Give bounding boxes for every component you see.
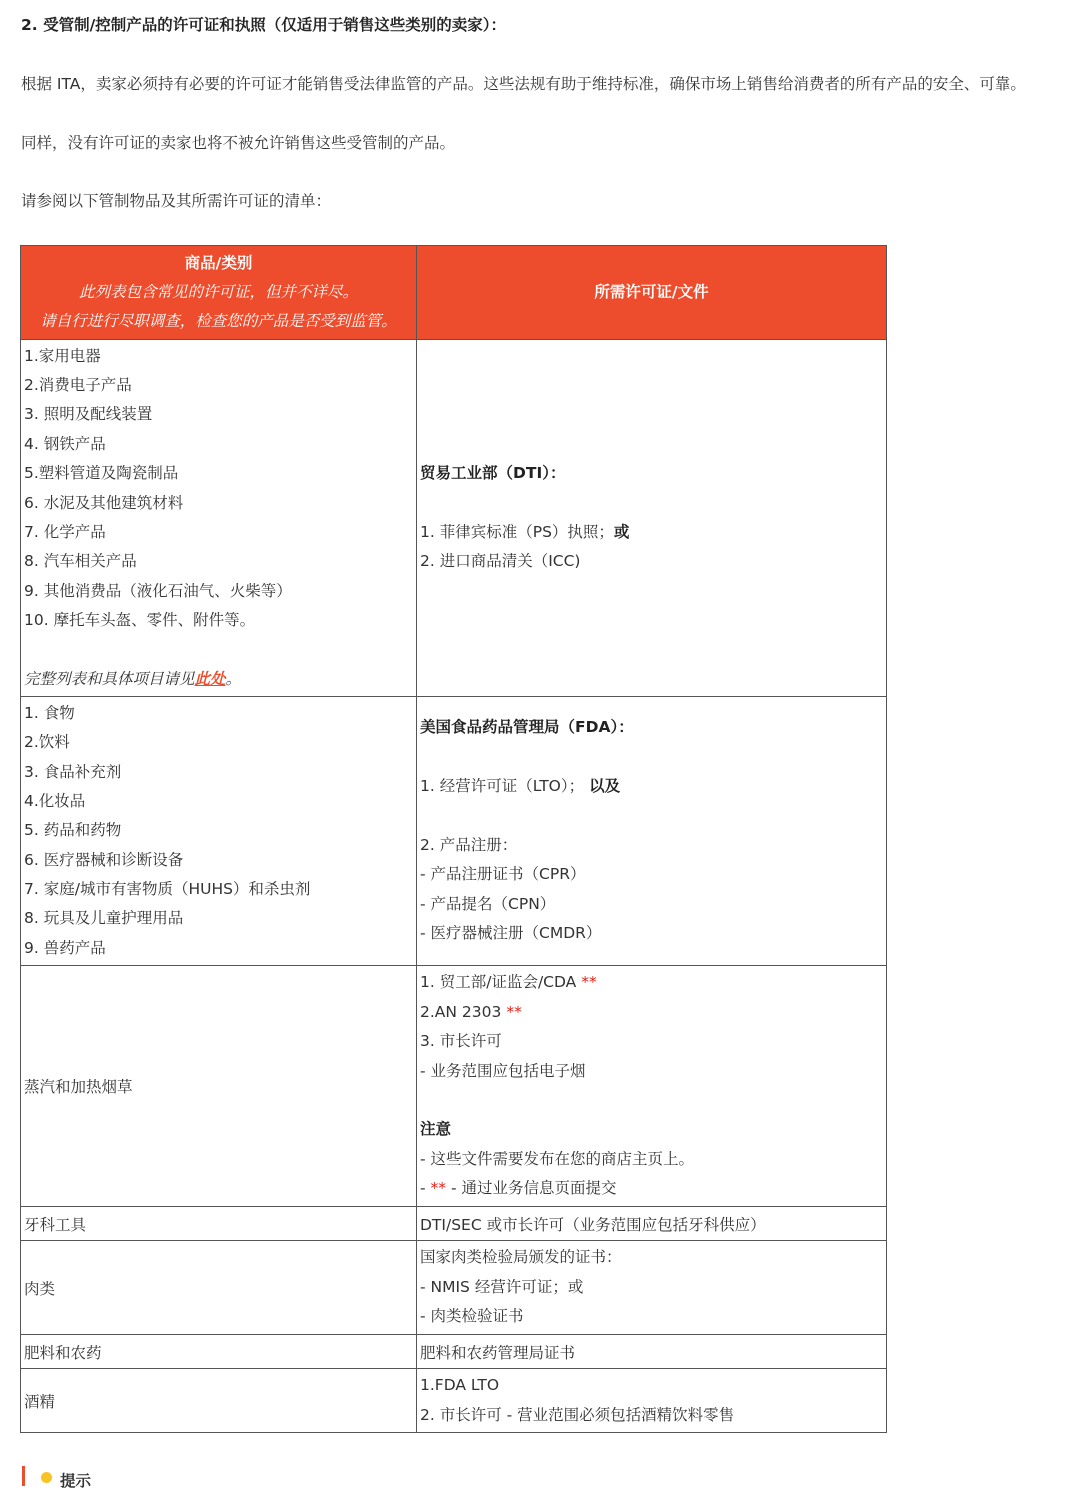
requirement: 1.FDA LTO <box>420 1376 500 1395</box>
list-item: 6. 水泥及其他建筑材料 <box>24 493 184 512</box>
list-item: 1.家用电器 <box>24 346 101 365</box>
requirement: 3. 市长许可 <box>420 1032 502 1051</box>
row3-license-cell <box>417 966 887 1207</box>
list-item: 4.化妆品 <box>24 791 86 810</box>
double-asterisk: ** <box>430 1179 447 1198</box>
table-row <box>21 1335 887 1369</box>
list-item: 2.饮料 <box>24 733 70 752</box>
header-license: 所需许可证/文件 <box>417 246 887 340</box>
section-heading: 2. 受管制/控制产品的许可证和执照（仅适用于销售这些类别的卖家）： <box>21 16 506 34</box>
row2-category-cell <box>21 697 417 966</box>
requirement-text: 1. 菲律宾标准（PS）执照； <box>420 523 614 541</box>
list-item: 10. 摩托车头盔、零件、附件等。 <box>24 611 256 630</box>
row4-license-cell: DTI/SEC 或市长许可（业务范围应包括牙科供应） <box>417 1207 887 1241</box>
lightbulb-icon <box>41 1472 52 1483</box>
header-category-title: 商品/类别 <box>184 254 253 272</box>
requirement: 2. 进口商品清关（ICC) <box>420 552 581 571</box>
row1-license-cell <box>417 340 887 697</box>
table-row <box>21 1241 887 1335</box>
list-item: 3. 食品补充剂 <box>24 762 122 781</box>
see-more-line <box>24 665 413 694</box>
see-more-suffix: 。 <box>225 669 242 688</box>
requirement: - 肉类检验证书 <box>420 1307 524 1326</box>
requirement <box>420 772 883 801</box>
row5-category-cell: 肉类 <box>21 1241 417 1335</box>
double-asterisk: ** <box>506 1002 522 1021</box>
license-table <box>20 245 887 1433</box>
row4-category-cell: 牙科工具 <box>21 1207 417 1241</box>
see-more-prefix: 完整列表和具体项目请见 <box>24 669 195 688</box>
requirement-bold: 或 <box>613 523 630 541</box>
requirement: - 医疗器械注册（CMDR） <box>420 924 602 943</box>
row1-category-cell <box>21 340 417 697</box>
list-item: 8. 玩具及儿童护理用品 <box>24 909 184 928</box>
note-text: - 通过业务信息页面提交 <box>450 1179 617 1198</box>
paragraph-see-list: 请参阅以下管制物品及其所需许可证的清单： <box>21 192 332 210</box>
requirement: - 产品提名（CPN） <box>420 894 556 913</box>
table-row <box>21 697 887 966</box>
paragraph-no-license: 同样，没有许可证的卖家也将不被允许销售这些受管制的产品。 <box>21 134 456 152</box>
paragraph-ita: 根据 ITA，卖家必须持有必要的许可证才能销售受法律监管的产品。这些法规有助于维持标准，确保市场上销售给消费者的所有产品的安全、可靠。 <box>21 75 1026 93</box>
requirement: - 产品注册证书（CPR） <box>420 865 586 884</box>
table-row <box>21 966 887 1207</box>
list-item: 5.塑料管道及陶瓷制品 <box>24 464 179 483</box>
row3-category-cell: 蒸汽和加热烟草 <box>21 966 417 1207</box>
requirement-text: 2.AN 2303 <box>420 1002 502 1021</box>
requirement: 2. 市长许可 - 营业范围必须包括酒精饮料零售 <box>420 1405 735 1424</box>
table-row <box>21 1207 887 1241</box>
row2-license-cell <box>417 697 887 966</box>
agency-fda: 美国食品药品管理局（FDA）： <box>420 718 634 737</box>
note-prefix: - <box>420 1179 426 1198</box>
note-label: 注意 <box>420 1120 452 1139</box>
tip-accent-bar <box>22 1466 25 1486</box>
row5-license-cell <box>417 1241 887 1335</box>
row7-license-cell <box>417 1369 887 1433</box>
header-category <box>21 246 417 340</box>
header-category-note-2: 请自行进行尽职调查，检查您的产品是否受到监管。 <box>40 312 397 330</box>
row6-license-cell: 肥料和农药管理局证书 <box>417 1335 887 1369</box>
list-item: 9. 其他消费品（液化石油气、火柴等） <box>24 581 292 600</box>
agency-dti: 贸易工业部（DTI）： <box>420 464 566 483</box>
list-item: 5. 药品和药物 <box>24 821 122 840</box>
list-item: 1. 食物 <box>24 703 75 722</box>
list-item: 8. 汽车相关产品 <box>24 552 137 571</box>
requirement: 国家肉类检验局颁发的证书： <box>420 1248 622 1267</box>
requirement: 2. 产品注册： <box>420 836 518 854</box>
table-row <box>21 1369 887 1433</box>
requirement <box>420 998 883 1027</box>
row6-category-cell: 肥料和农药 <box>21 1335 417 1369</box>
table-row <box>21 340 887 697</box>
requirement <box>420 968 883 997</box>
list-item: 9. 兽药产品 <box>24 938 106 957</box>
double-asterisk: ** <box>581 973 597 992</box>
header-category-note-1: 此列表包含常见的许可证，但并不详尽。 <box>78 283 358 301</box>
tip-box <box>22 1466 92 1490</box>
note-item: - 这些文件需要发布在您的商店主页上。 <box>420 1149 695 1168</box>
requirement-text: 1. 经营许可证（LTO）； <box>420 777 585 796</box>
list-item: 3. 照明及配线装置 <box>24 405 153 424</box>
list-item: 4. 钢铁产品 <box>24 434 106 453</box>
row7-category-cell: 酒精 <box>21 1369 417 1433</box>
list-item: 2.消费电子产品 <box>24 376 132 395</box>
list-item: 7. 家庭/城市有害物质（HUHS）和杀虫剂 <box>24 880 311 899</box>
requirement <box>420 518 883 547</box>
requirement: - 业务范围应包括电子烟 <box>420 1061 586 1080</box>
note-item <box>420 1174 883 1203</box>
see-more-link[interactable]: 此处 <box>194 669 226 688</box>
list-item: 6. 医疗器械和诊断设备 <box>24 850 184 869</box>
requirement-text: 1. 贸工部/证监会/CDA <box>420 973 577 992</box>
table-header-row <box>21 246 887 340</box>
tip-title: 提示 <box>60 1472 92 1490</box>
requirement: - NMIS 经营许可证；或 <box>420 1277 584 1296</box>
requirement-bold: 以及 <box>589 777 621 796</box>
list-item: 7. 化学产品 <box>24 523 106 541</box>
